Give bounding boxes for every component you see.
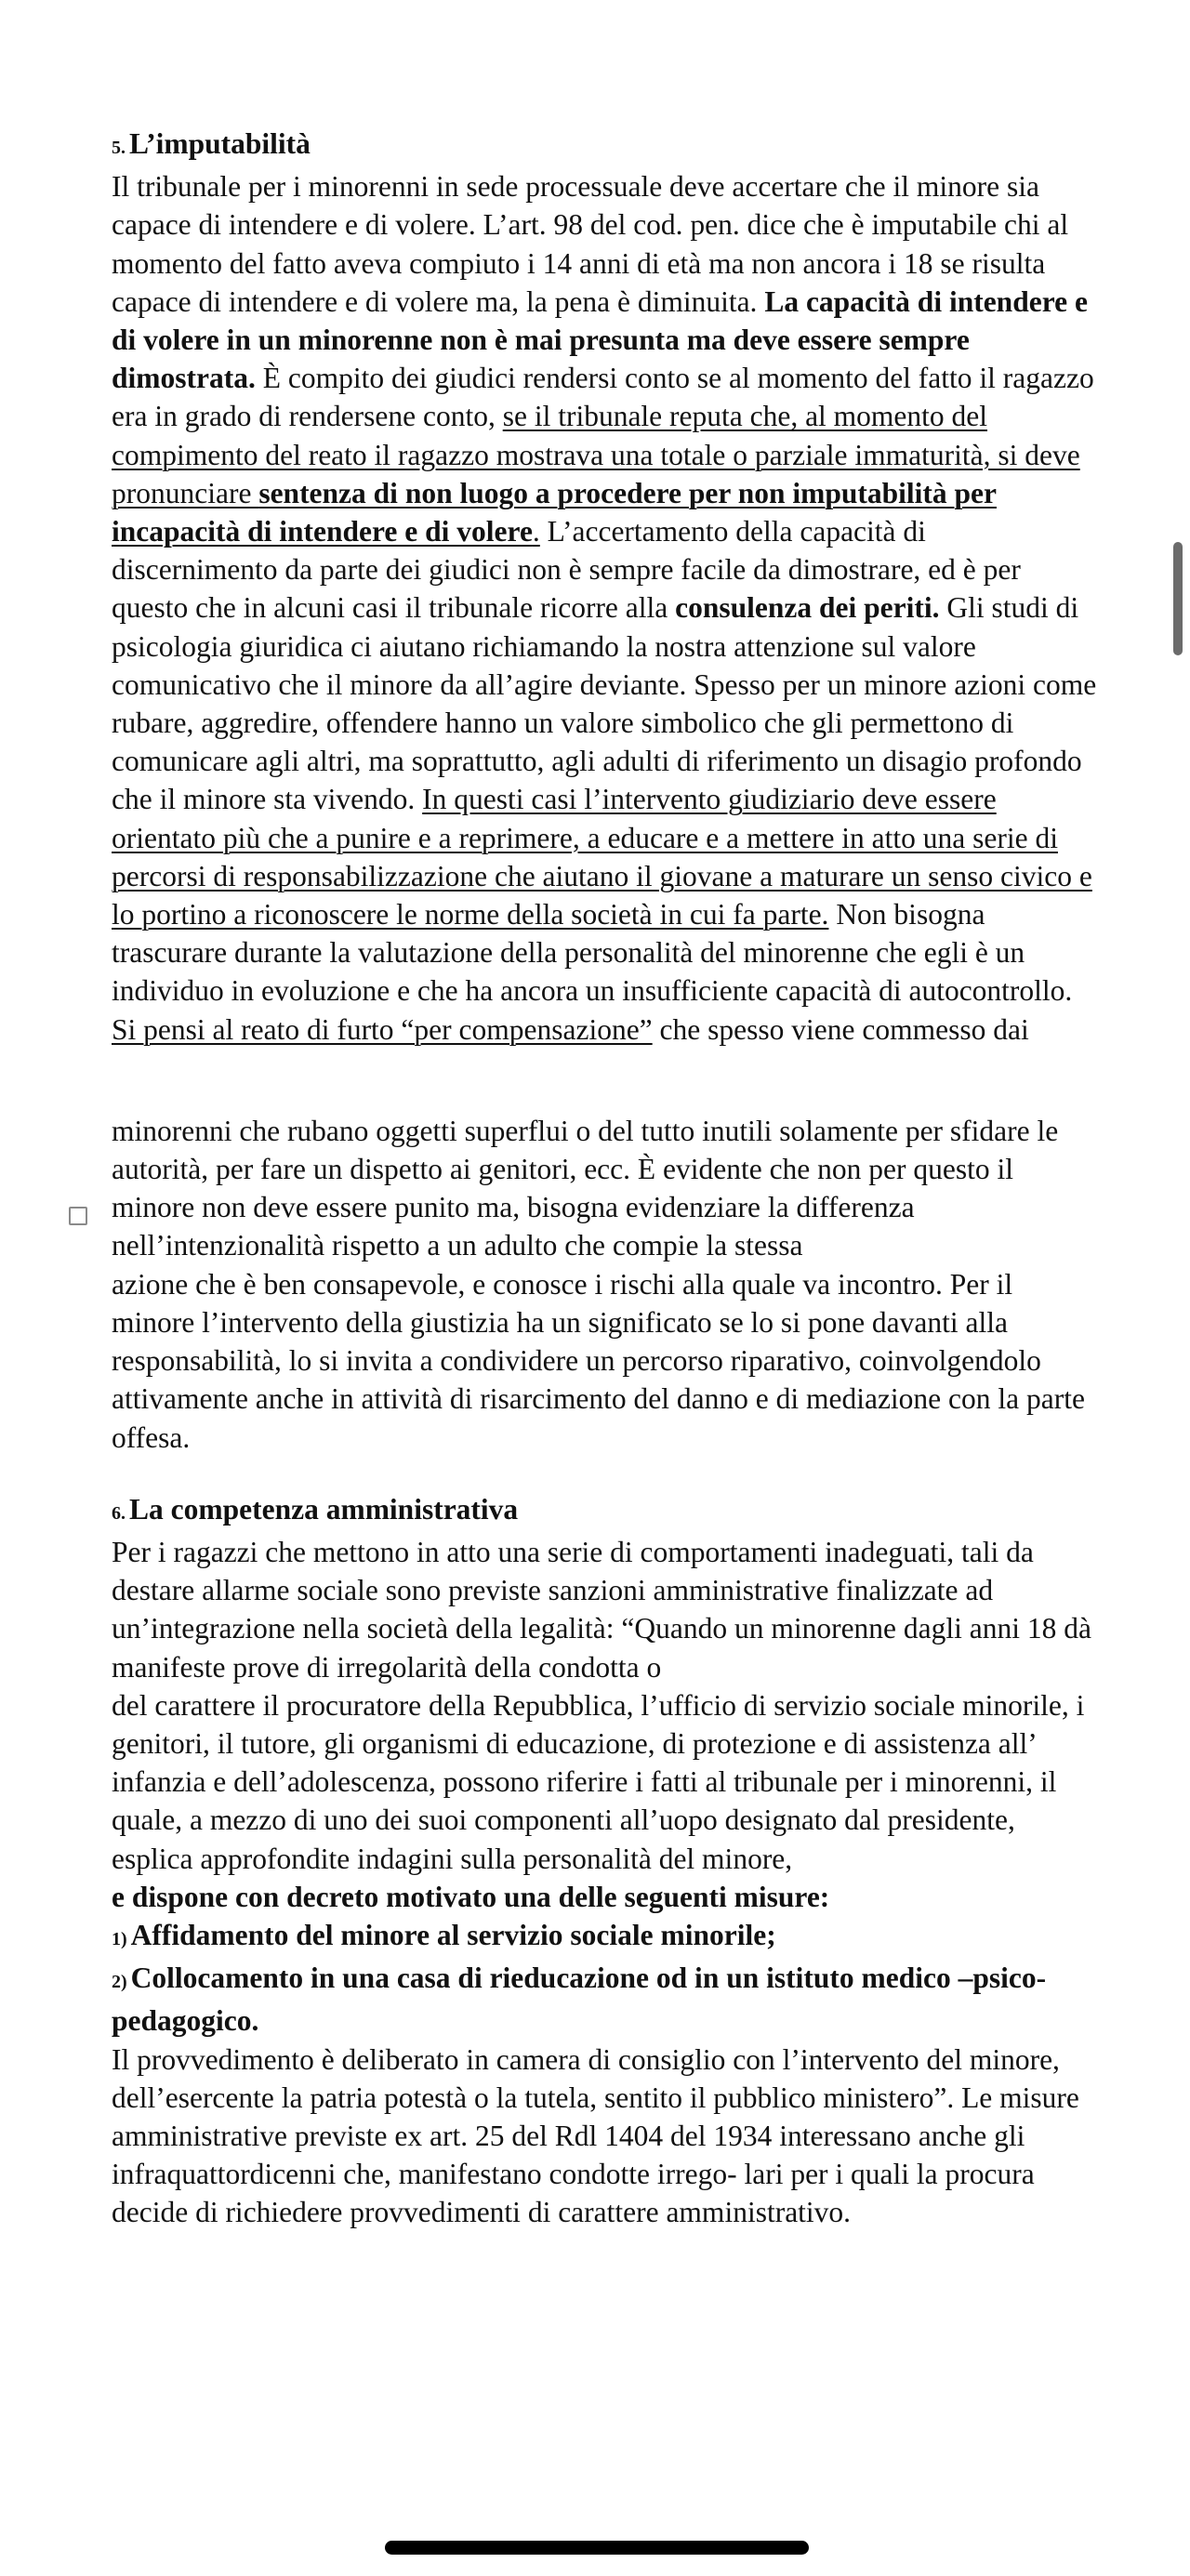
s5-seg-6: L’accertamento della capacità di discernimento da parte dei giudici non è sempre facile da dimostrare, ed è per questo che in alcuni casi il tribunale ricorre alla — [112, 515, 1021, 625]
s5-seg-8: Gli studi di psicologia giuridica ci aiutano richiamando la nostra attenzione sul valore comunicativo che il minore da all’agire deviante. Spesso per un minore azioni come rubare, aggredire, offendere hanno un valore simbolico che gli permettono di comunicare agli altri, ma soprattutto, agli adulti di riferimento un disagio profondo che il minore sta vivendo. — [112, 591, 1097, 816]
section-6-paragraph-1: Per i ragazzi che mettono in atto una serie di comportamenti inadeguati, tali da destare allarme sociale sono previste sanzioni amministrative finalizzate ad un’integrazione nella società della legalità: “Quando un minorenne dagli anni 18 dà manifeste prove di irregolarità della condotta o — [112, 1535, 1091, 1684]
section-5-heading — [112, 125, 1097, 167]
measure-item-1 — [112, 1916, 1097, 1959]
s5-seg-3: se il tribunale reputa che, al momento del compimento del reato il ragazzo mostrava una totale o parziale immaturità, si deve pronunciare — [112, 400, 1080, 509]
section-6-heading — [112, 1490, 1097, 1533]
s5-seg-10: Non bisogna trascurare durante la valutazione della personalità del minorenne che egli è un individuo in evoluzione e che ha ancora un insufficiente capacità di autocontrollo. — [112, 898, 1073, 1008]
s5-seg-4: sentenza di non luogo a procedere per non imputabilità per incapacità di intendere e di volere — [112, 476, 997, 548]
section-5-continuation-1: minorenni che rubano oggetti superflui o del tutto inutili solamente per sfidare le autorità, per fare un dispetto ai genitori, ecc. È evidente che non per questo il minore non deve essere punito ma, bisogna evidenziare la differenza nell’intenzionalità rispetto a un adulto che compie la stessa — [112, 1114, 1059, 1262]
section-6-paragraph-2: del carattere il procuratore della Repubblica, l’ufficio di servizio sociale minorile, i genitori, il tutore, gli organismi di educazione, di protezione e di assistenza all’ infanzia e dell’adolescenza, possono riferire i fatti al tribunale per i minorenni, il quale, a mezzo di uno dei suoi componenti all’uopo designato dal presidente, esplica approfondite indagini sulla personalità del minore, — [112, 1688, 1085, 1875]
s5-seg-7: consulenza dei periti. — [675, 591, 940, 625]
page-marker-icon — [69, 1207, 87, 1225]
s5-seg-5: . — [532, 515, 540, 548]
s5-seg-11: Si pensi al reato di furto “per compensazione” — [112, 1012, 653, 1046]
s5-seg-0: Il tribunale per i minorenni in sede processuale deve accertare che il minore sia capace di intendere e di volere. L’art. 98 del cod. pen. dice che è imputabile chi al momento del fatto aveva compiuto i 14 anni di età ma non ancora i 18 se risulta capace di intendere e di volere ma, la pena è diminuita. — [112, 170, 1069, 318]
section-5-title: L’imputabilità — [129, 127, 311, 160]
home-indicator[interactable] — [385, 2541, 809, 2555]
section-6-title: La competenza amministrativa — [129, 1492, 519, 1526]
section-5-paragraph — [112, 167, 1097, 1049]
measure-item-2 — [112, 1959, 1097, 2040]
section-spacer — [112, 1457, 1097, 1490]
document-body — [112, 125, 1097, 2232]
measure-2-number: 2) — [112, 1972, 127, 1993]
s5-seg-1: La capacità di intendere e di volere in un minorenne non è mai presunta ma deve essere sempre dimostrata. — [112, 284, 1088, 395]
measure-1-text: Affidamento del minore al servizio sociale minorile; — [130, 1918, 776, 1951]
measure-2-text: Collocamento in una casa di rieducazione od in un istituto medico –psico-pedagogico. — [112, 1962, 1047, 2038]
s5-seg-2: È compito dei giudici rendersi conto se al momento del fatto il ragazzo era in grado di rendersene conto, — [112, 362, 1094, 433]
scrollbar-thumb[interactable] — [1173, 542, 1183, 655]
s5-seg-9: In questi casi l’intervento giudiziario deve essere orientato più che a punire e a reprimere, a educare e a mettere in atto una serie di percorsi di responsabilizzazione che aiutano il giovane a maturare un senso civico e lo portino a riconoscere le norme della società in cui fa parte. — [112, 783, 1092, 931]
section-6-number: 6. — [112, 1502, 126, 1524]
measure-1-number: 1) — [112, 1928, 127, 1949]
section-5-number: 5. — [112, 138, 126, 158]
section-6-measures-lead: e dispone con decreto motivato una delle seguenti misure: — [112, 1880, 830, 1913]
s5-seg-12: che spesso viene commesso dai — [652, 1012, 1029, 1046]
section-6-closing-paragraph: Il provvedimento è deliberato in camera di consiglio con l’intervento del minore, dell’esercente la patria potestà o la tutela, sentito il pubblico ministero”. Le misure amministrative previste ex art. 25 del Rdl 1404 del 1934 interessano anche gli infraquattordicenni che, manifestano condotte irrego- lari per i quali la procura decide di richiedere provvedimenti di carattere amministrativo. — [112, 2042, 1079, 2229]
page-break — [112, 1049, 1097, 1112]
section-5-continuation-2: azione che è ben consapevole, e conosce i rischi alla quale va incontro. Per il minore l’intervento della giustizia ha un significato se lo si pone davanti alla responsabilità, lo si invita a condividere un percorso riparativo, coinvolgendolo attivamente anche in attività di risarcimento del danno e di mediazione con la parte offesa. — [112, 1267, 1085, 1454]
